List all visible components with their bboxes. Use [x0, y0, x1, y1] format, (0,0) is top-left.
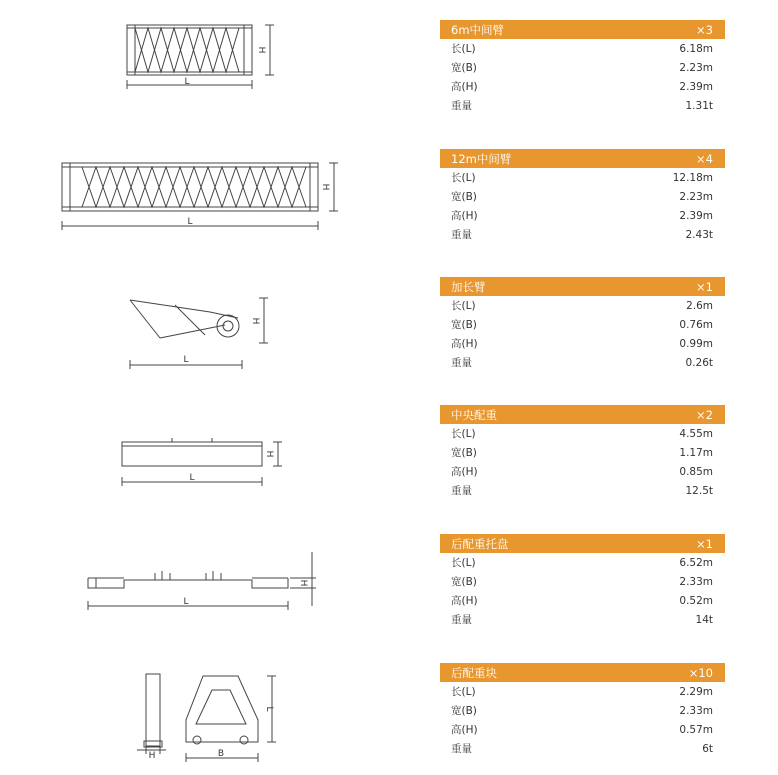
spec-header: [440, 534, 725, 553]
spec-label: 宽(B): [451, 447, 477, 459]
spec-value: 1.17m: [679, 446, 713, 459]
quantity: ×10: [688, 665, 713, 680]
spec-row: [440, 334, 725, 353]
component-name: 6m中间臂: [451, 22, 505, 37]
spec-header: [440, 20, 725, 39]
spec-row: [440, 462, 725, 481]
spec-value: 12.5t: [685, 484, 713, 497]
component-name: 后配重托盘: [451, 536, 509, 551]
spec-label: 宽(B): [451, 705, 477, 717]
drawing-12m-jib: [62, 163, 338, 230]
spec-label: 宽(B): [451, 576, 477, 588]
spec-row: [440, 553, 725, 572]
dim-label-tray-l: L: [183, 597, 189, 607]
spec-row: [440, 296, 725, 315]
quantity: ×3: [696, 22, 713, 37]
spec-row: [440, 481, 725, 500]
spec-row: [440, 572, 725, 591]
dim-label-tray-h: H: [298, 579, 308, 587]
spec-value: 2.23m: [679, 61, 713, 74]
spec-label: 高(H): [451, 595, 478, 607]
spec-row: [440, 739, 725, 758]
spec-row: [440, 315, 725, 334]
spec-row: [440, 610, 725, 629]
spec-label: 高(H): [451, 81, 478, 93]
spec-table-central-counterweight: [440, 405, 725, 500]
spec-label: 高(H): [451, 724, 478, 736]
quantity: ×4: [696, 151, 713, 166]
spec-label: 重量: [451, 614, 472, 626]
spec-label: 重量: [451, 229, 472, 241]
spec-value: 2.6m: [686, 299, 713, 312]
dim-label-block-h: H: [148, 751, 156, 761]
spec-value: 1.31t: [685, 99, 713, 112]
dim-label-central-h: H: [264, 450, 274, 458]
spec-label: 宽(B): [451, 319, 477, 331]
spec-label: 高(H): [451, 338, 478, 350]
dim-label-6m-h: H: [256, 46, 266, 54]
component-name: 12m中间臂: [451, 151, 512, 166]
spec-header: [440, 663, 725, 682]
component-name: 中央配重: [451, 407, 497, 422]
spec-value: 2.43t: [685, 228, 713, 241]
spec-label: 长(L): [451, 300, 476, 312]
spec-table-counterweight-block: [440, 663, 725, 758]
spec-row: [440, 39, 725, 58]
spec-row: [440, 701, 725, 720]
dim-label-12m-l: L: [187, 217, 193, 227]
spec-value: 2.39m: [679, 209, 713, 222]
drawing-extension-jib: [130, 298, 268, 369]
spec-label: 长(L): [451, 172, 476, 184]
spec-label: 重量: [451, 357, 472, 369]
spec-value: 0.26t: [685, 356, 713, 369]
spec-row: [440, 353, 725, 372]
spec-value: 2.33m: [679, 704, 713, 717]
quantity: ×1: [696, 536, 713, 551]
spec-value: 0.57m: [679, 723, 713, 736]
spec-row: [440, 96, 725, 115]
spec-row: [440, 443, 725, 462]
drawing-6m-jib: [127, 25, 274, 89]
spec-row: [440, 206, 725, 225]
drawing-central-counterweight: [122, 438, 282, 486]
spec-row: [440, 424, 725, 443]
spec-value: 12.18m: [672, 171, 713, 184]
drawing-counterweight-block: [137, 674, 276, 762]
spec-value: 6t: [702, 742, 713, 755]
dim-label-ext-h: H: [250, 317, 260, 325]
quantity: ×2: [696, 407, 713, 422]
spec-value: 2.33m: [679, 575, 713, 588]
spec-label: 重量: [451, 485, 472, 497]
spec-row: [440, 58, 725, 77]
quantity: ×1: [696, 279, 713, 294]
spec-value: 0.99m: [679, 337, 713, 350]
spec-label: 长(L): [451, 43, 476, 55]
spec-label: 高(H): [451, 466, 478, 478]
dim-label-block-b: B: [217, 749, 225, 759]
spec-label: 宽(B): [451, 191, 477, 203]
spec-value: 6.18m: [679, 42, 713, 55]
spec-row: [440, 168, 725, 187]
spec-row: [440, 591, 725, 610]
spec-row: [440, 77, 725, 96]
spec-table-12m-jib: [440, 149, 725, 244]
spec-row: [440, 225, 725, 244]
spec-value: 14t: [695, 613, 713, 626]
spec-value: 6.52m: [679, 556, 713, 569]
spec-header: [440, 405, 725, 424]
spec-value: 0.52m: [679, 594, 713, 607]
spec-table-extension-jib: [440, 277, 725, 372]
spec-value: 4.55m: [679, 427, 713, 440]
spec-row: [440, 682, 725, 701]
spec-table-6m-jib: [440, 20, 725, 115]
spec-value: 2.29m: [679, 685, 713, 698]
dim-label-ext-l: L: [183, 355, 189, 365]
spec-header: [440, 149, 725, 168]
dim-label-block-l: L: [264, 706, 274, 712]
spec-value: 2.39m: [679, 80, 713, 93]
spec-label: 宽(B): [451, 62, 477, 74]
spec-label: 长(L): [451, 686, 476, 698]
spec-value: 0.76m: [679, 318, 713, 331]
spec-label: 重量: [451, 743, 472, 755]
spec-value: 2.23m: [679, 190, 713, 203]
spec-label: 长(L): [451, 428, 476, 440]
drawing-counterweight-tray: [88, 552, 316, 610]
dim-label-6m-l: L: [184, 77, 190, 87]
spec-label: 长(L): [451, 557, 476, 569]
component-name: 加长臂: [451, 279, 486, 294]
dim-label-12m-h: H: [320, 183, 330, 191]
spec-label: 高(H): [451, 210, 478, 222]
spec-header: [440, 277, 725, 296]
spec-label: 重量: [451, 100, 472, 112]
spec-table-counterweight-tray: [440, 534, 725, 629]
spec-row: [440, 187, 725, 206]
component-name: 后配重块: [451, 665, 497, 680]
spec-row: [440, 720, 725, 739]
dim-label-central-l: L: [189, 473, 195, 483]
spec-value: 0.85m: [679, 465, 713, 478]
